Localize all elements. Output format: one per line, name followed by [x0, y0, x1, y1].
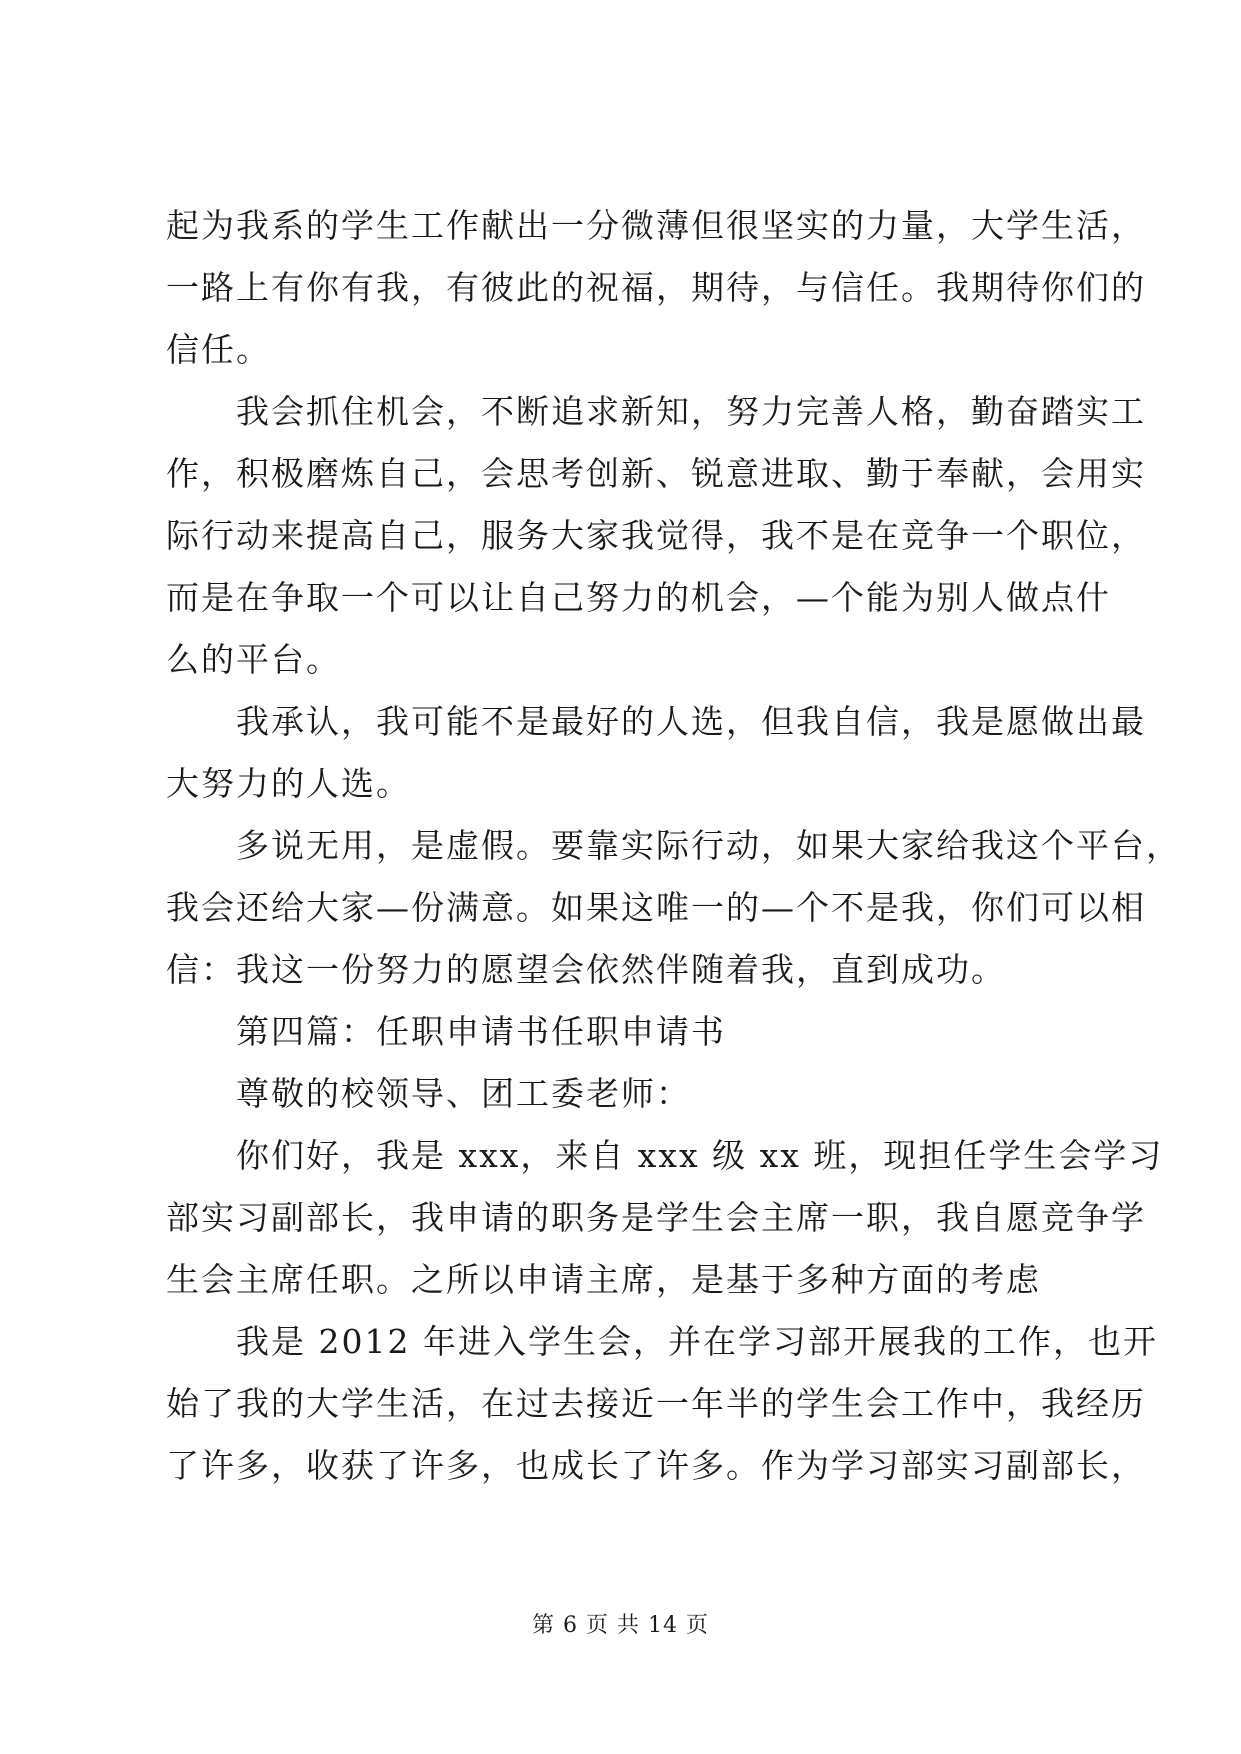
- text-line: 部实习副部长，我申请的职务是学生会主席一职，我自愿竞争学: [166, 1198, 1146, 1237]
- text-line: 信：我这一份努力的愿望会依然伴随着我，直到成功。: [166, 950, 1006, 989]
- text-line: 大努力的人选。: [166, 764, 411, 803]
- text-line: 起为我系的学生工作献出一分微薄但很坚实的力量，大学生活，: [166, 206, 1146, 245]
- text-line: 一路上有你有我，有彼此的祝福，期待，与信任。我期待你们的: [166, 268, 1146, 307]
- salutation: 尊敬的校领导、团工委老师：: [166, 1074, 691, 1113]
- text-line: 我会抓住机会，不断追求新知，努力完善人格，勤奋踏实工: [166, 392, 1146, 431]
- text-line: 了许多，收获了许多，也成长了许多。作为学习部实习副部长，: [166, 1446, 1146, 1485]
- text-line: 而是在争取一个可以让自己努力的机会，—个能为别人做点什: [166, 578, 1111, 617]
- text-line: 作，积极磨炼自己，会思考创新、锐意进取、勤于奉献，会用实: [166, 454, 1146, 493]
- text-line: 始了我的大学生活，在过去接近一年半的学生会工作中，我经历: [166, 1384, 1146, 1423]
- page-number: 第 6 页 共 14 页: [532, 1613, 709, 1638]
- section-heading: 第四篇：任职申请书任职申请书: [166, 1012, 726, 1051]
- text-line: 我会还给大家—份满意。如果这唯一的—个不是我，你们可以相: [166, 888, 1146, 927]
- text-line: 么的平台。: [166, 640, 341, 679]
- text-line: 生会主席任职。之所以申请主席，是基于多种方面的考虑: [166, 1260, 1041, 1299]
- text-line: 信任。: [166, 330, 271, 369]
- text-line: 我承认，我可能不是最好的人选，但我自信，我是愿做出最: [166, 702, 1146, 741]
- text-line: 你们好，我是 xxx，来自 xxx 级 xx 班，现担任学生会学习: [166, 1136, 1164, 1175]
- text-line: 多说无用，是虚假。要靠实际行动，如果大家给我这个平台，: [166, 826, 1181, 865]
- text-line: 际行动来提高自己，服务大家我觉得，我不是在竞争一个职位，: [166, 516, 1146, 555]
- text-line: 我是 2012 年进入学生会，并在学习部开展我的工作，也开: [166, 1322, 1158, 1361]
